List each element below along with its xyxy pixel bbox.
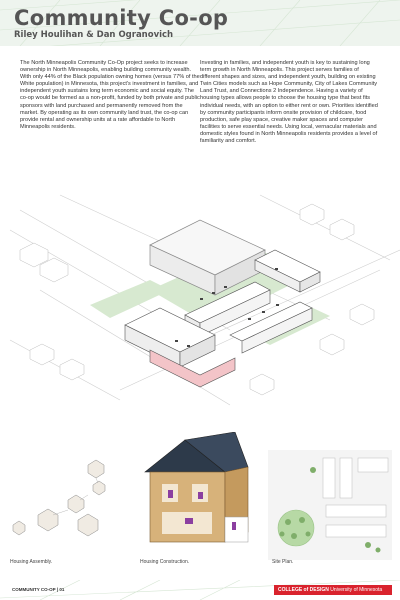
caption-site-plan: Site Plan. <box>272 559 294 565</box>
caption-housing-assembly: Housing Assembly. <box>10 559 53 565</box>
body-column-left: The North Minneapolis Community Co-Op project seeks to increase ownership in North Minneapolis, enabling building community wealth. With only 44% of the Black population owning homes (versus 77% of the White population) in Minnesota, this project's investment in families, and independent youth sustains long term economic and social equity. The co-op would be formed as a non-profit, funded by both private and public sponsors with land purchased and permanently removed from the market. By operating as its own community land trust, the co-op can provide rental and ownership units at a rate affordable to North Minneapolis residents. <box>20 60 200 130</box>
footer-title: COMMUNITY CO-OP | 01 <box>12 587 65 592</box>
body-column-right: Investing in families, and independent youth is key to sustaining long term growth in North Minneapolis. This project serves families of different shapes and sizes, and independent youth, building on existing Twin Cities models such as Hope Community, City of Lakes Community Land Trust, and Connections 2 Independence. Having a variety of housing types allows people to choose the housing type that best fits individual needs, with an option to either rent or own. Priorities identified by community participants inform onsite provision of childcare, food production, safe play space, creative maker spaces and computer facilities to serve essential needs. Using local, vernacular materials and domestic styles found in North Minneapolis residents provides a level of familiarity and comfort. <box>200 60 378 145</box>
poster-authors: Riley Houlihan & Dan Ogranovich <box>14 30 174 40</box>
site-plan-drawing <box>268 450 392 560</box>
college-of-design-logo <box>274 585 392 595</box>
poster-footer <box>0 580 400 600</box>
caption-housing-construction: Housing Construction. <box>140 559 190 565</box>
logo-main-text: COLLEGE of DESIGN <box>278 587 329 593</box>
axonometric-site-drawing <box>0 190 400 425</box>
housing-assembly-drawing <box>8 455 128 555</box>
housing-construction-drawing <box>140 432 252 554</box>
logo-sub-text: University of Minnesota <box>330 587 383 593</box>
poster-title: Community Co-op <box>14 6 229 30</box>
poster-header <box>0 0 400 46</box>
